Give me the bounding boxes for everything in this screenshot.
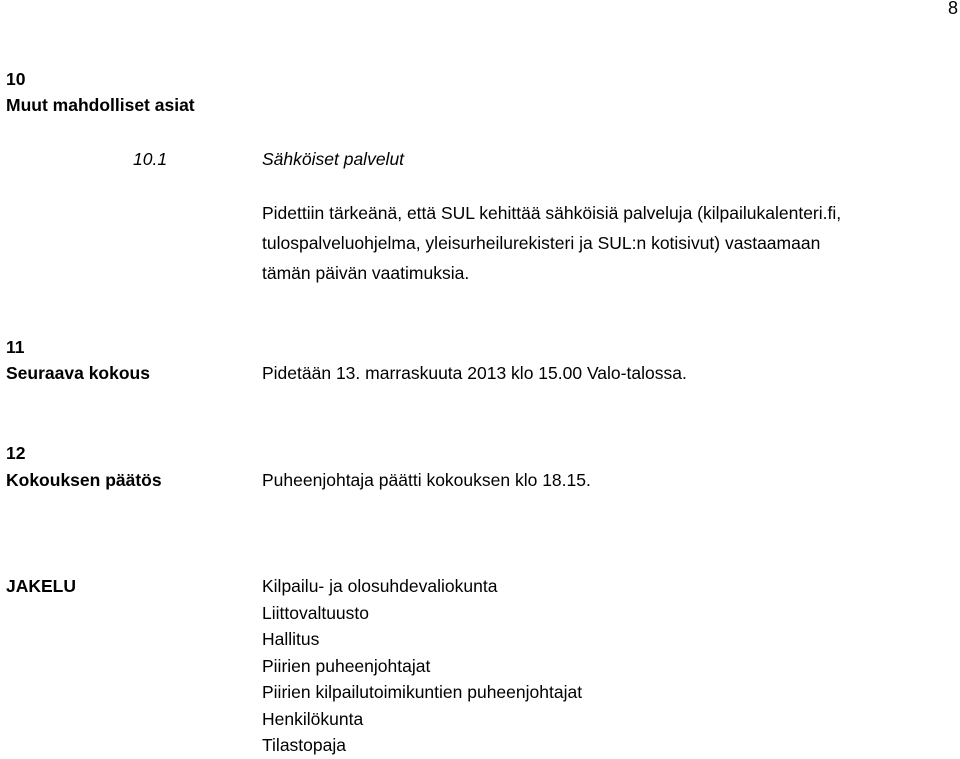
subsection-10-1-number: 10.1 — [133, 149, 168, 169]
distribution-list — [262, 573, 582, 759]
distribution-item: Liittovaltuusto — [262, 602, 370, 623]
body-line: tulospalveluohjelma, yleisurheilurekisteri ja SUL:n kotisivut) vastaamaan — [262, 233, 821, 253]
section-11-text: Pidetään 13. marraskuuta 2013 klo 15.00 Valo-talossa. — [262, 363, 687, 383]
distribution-item: Tilastopaja — [262, 735, 346, 755]
section-10-title: Muut mahdolliset asiat — [6, 95, 195, 115]
distribution-label: JAKELU — [6, 576, 77, 596]
subsection-10-1-title: Sähköiset palvelut — [262, 149, 405, 169]
distribution-item: Henkilökunta — [262, 708, 364, 729]
distribution-item: Piirien puheenjohtajat — [262, 655, 431, 676]
body-line: Pidettiin tärkeänä, että SUL kehittää sähköisiä palveluja (kilpailukalenteri.fi, — [262, 203, 842, 223]
section-10-number: 10 — [6, 69, 26, 89]
subsection-10-1-body — [262, 198, 952, 288]
distribution-item: Hallitus — [262, 629, 320, 649]
section-12-text: Puheenjohtaja päätti kokouksen klo 18.15. — [262, 470, 591, 490]
section-12-number: 12 — [6, 443, 26, 463]
section-11-number: 11 — [6, 337, 25, 357]
section-11-title: Seuraava kokous — [6, 363, 150, 383]
section-12-title: Kokouksen päätös — [6, 470, 162, 490]
distribution-item: Piirien kilpailutoimikuntien puheenjohtajat — [262, 682, 583, 702]
distribution-item: Kilpailu- ja olosuhdevaliokunta — [262, 576, 498, 596]
body-line: tämän päivän vaatimuksia. — [262, 263, 470, 283]
page-number: 8 — [947, 0, 958, 18]
